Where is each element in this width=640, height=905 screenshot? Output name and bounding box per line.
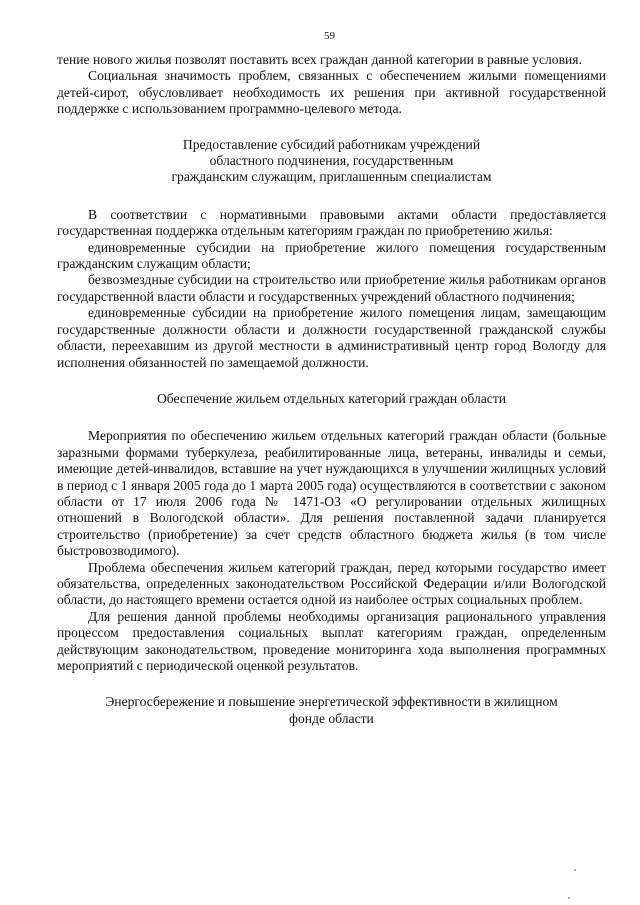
scan-speck xyxy=(568,897,570,899)
body-paragraph: В соответствии с нормативными правовыми актами области предоставляется государственная поддержка отдельным категориям граждан по приобретению жилья: xyxy=(57,206,606,239)
scan-speck xyxy=(574,869,576,871)
section-heading-subsidies xyxy=(57,137,606,186)
intro-paragraph: Социальная значимость проблем, связанных с обеспечением жилыми помещениями детей-сирот, обусловливает необходимость их решения при активной государственной поддержке с использованием программно-целевого метода. xyxy=(57,68,606,117)
body-paragraph: Проблема обеспечения жильем категорий граждан, перед которыми государство имеет обязательства, определенных законодательством Российской Федерации и/или Вологодской области, до настоящего времени остается одной из наиболее острых социальных проблем. xyxy=(57,559,606,608)
list-item: безвозмездные субсидии на строительство или приобретение жилья работникам органов государственной власти области и государственных учреждений областного подчинения; xyxy=(57,272,606,304)
heading-line: гражданским служащим, приглашенным специалистам xyxy=(171,169,492,185)
document-page xyxy=(57,30,606,727)
page-number: 59 xyxy=(324,30,335,42)
body-paragraph: Для решения данной проблемы необходимы организация рационального управления процессом предоставления социальных выплат категориям граждан, определенным действующим законодательством, проведение мониторинга хода выполнения программных мероприятий с периодической оценкой результатов. xyxy=(57,608,606,673)
heading-line: Энергосбережение и повышение энергетической эффективности в жилищном xyxy=(105,694,558,710)
body-paragraph: Мероприятия по обеспечению жильем отдельных категорий граждан области (больные заразными формами туберкулеза, реабилитированные лица, ветераны, инвалиды и семьи, имеющие детей-инвалидов, вставшие на учет нуждающихся в улучшении жилищных условий в период с 1 января 2005 года до 1 марта 2005 года) осуществляются в соответствии с законом области от 17 июля 2006 года № 1471-ОЗ «О регулировании отдельных жилищных отношений в Вологодской области». Для решения поставленной задачи планируется строительство (приобретение) за счет средств областного бюджета жилья (в том числе быстровозводимого). xyxy=(57,428,606,559)
heading-line: областного подчинения, государственным xyxy=(209,153,454,169)
heading-line: фонде области xyxy=(289,710,374,726)
section-heading-housing xyxy=(57,391,606,407)
list-item: единовременные субсидии на приобретение жилого помещения государственным гражданским служащим области; xyxy=(57,239,606,272)
heading-line: Предоставление субсидий работникам учреждений xyxy=(182,136,481,152)
intro-paragraph-continued: тение нового жилья позволят поставить всех граждан данной категории в равные условия. xyxy=(57,52,582,67)
heading-line: Обеспечение жильем отдельных категорий граждан области xyxy=(156,390,507,406)
list-item: единовременные субсидии на приобретение жилого помещения лицам, замещающим государственные должности области и должности государственной гражданской службы области, переехавшим из другой местности в административный центр город Вологду для исполнения обязанностей по замещаемой должности. xyxy=(57,305,606,370)
section-heading-energy xyxy=(57,694,606,727)
